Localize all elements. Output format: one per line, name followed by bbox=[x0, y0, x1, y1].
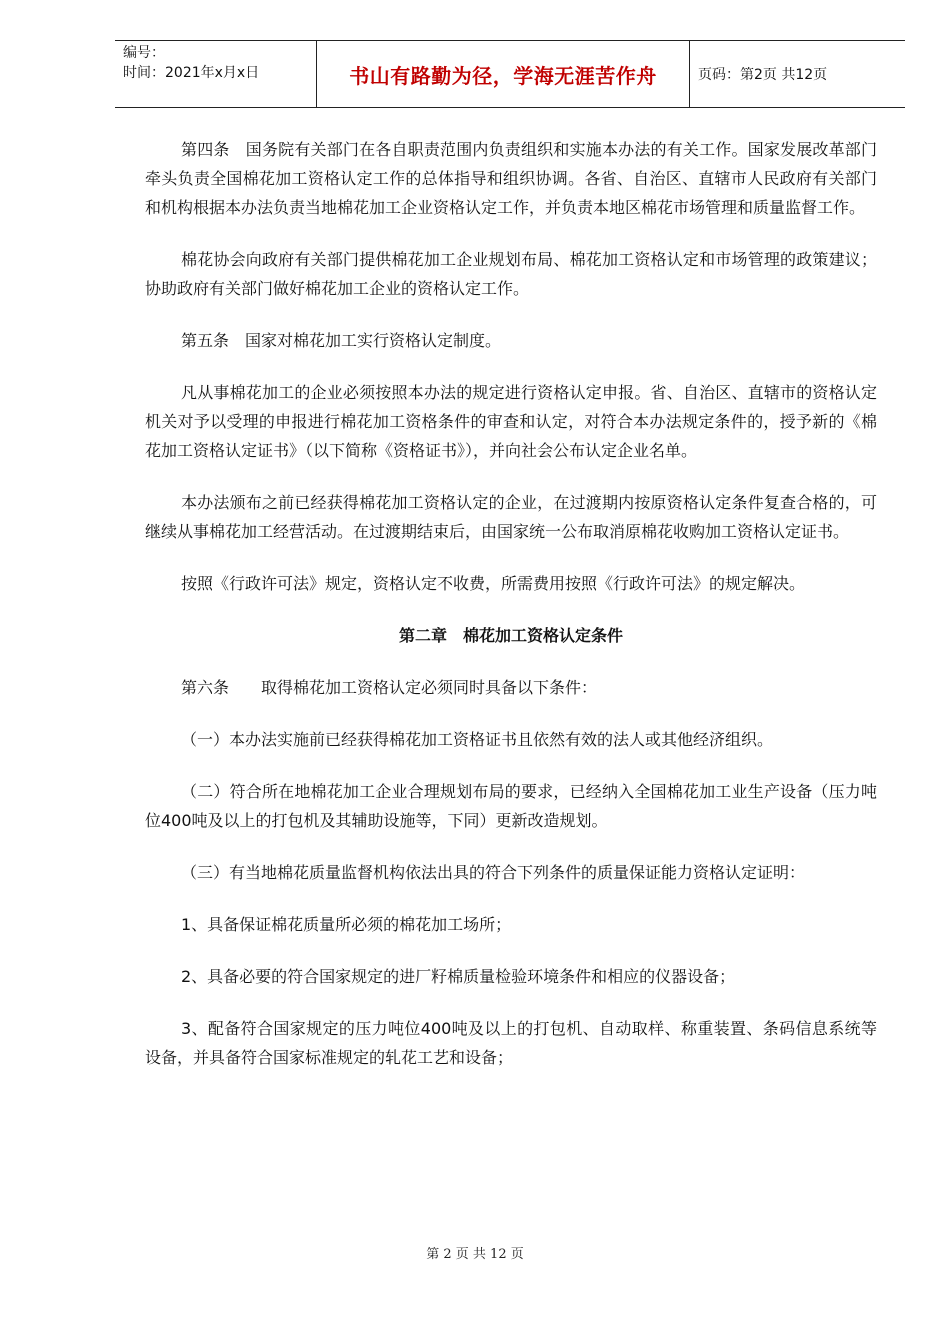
paragraph-application: 凡从事棉花加工的企业必须按照本办法的规定进行资格认定申报。省、自治区、直辖市的资格认定机关对予以受理的申报进行棉花加工资格条件的审查和认定，对符合本办法规定条件的，授予新的《棉花加工资格认定证书》（以下简称《资格证书》），并向社会公布认定企业名单。 bbox=[145, 383, 877, 460]
header-time: 时间：2021年x月x日 bbox=[123, 65, 260, 81]
header-page-label: 页码：第2页 共12页 bbox=[698, 67, 828, 83]
article-6: 第六条 取得棉花加工资格认定必须同时具备以下条件： bbox=[181, 678, 598, 697]
article-5: 第五条 国家对棉花加工实行资格认定制度。 bbox=[181, 331, 502, 350]
paragraph-fees: 按照《行政许可法》规定，资格认定不收费，所需费用按照《行政许可法》的规定解决。 bbox=[181, 574, 806, 593]
sub-condition-1: 1、具备保证棉花质量所必须的棉花加工场所； bbox=[181, 915, 512, 934]
condition-1: （一）本办法实施前已经获得棉花加工资格证书且依然有效的法人或其他经济组织。 bbox=[181, 730, 774, 749]
header-meta bbox=[115, 41, 316, 107]
condition-3: （三）有当地棉花质量监督机构依法出具的符合下列条件的质量保证能力资格认定证明： bbox=[181, 863, 806, 882]
header-number: 编号： bbox=[123, 45, 165, 61]
page-footer: 第 2 页 共 12 页 bbox=[426, 1247, 524, 1262]
paragraph-cotton-association: 棉花协会向政府有关部门提供棉花加工企业规划布局、棉花加工资格认定和市场管理的政策建议；协助政府有关部门做好棉花加工企业的资格认定工作。 bbox=[145, 250, 877, 298]
header-motto: 书山有路勤为径，学海无涯苦作舟 bbox=[316, 41, 690, 107]
sub-condition-2: 2、具备必要的符合国家规定的进厂籽棉质量检验环境条件和相应的仪器设备； bbox=[181, 967, 736, 986]
document-header bbox=[115, 40, 905, 108]
condition-2: （二）符合所在地棉花加工企业合理规划布局的要求，已经纳入全国棉花加工业生产设备（压力吨位400吨及以上的打包机及其辅助设施等，下同）更新改造规划。 bbox=[145, 782, 877, 830]
chapter-heading: 第二章 棉花加工资格认定条件 bbox=[398, 626, 623, 645]
paragraph-transition: 本办法颁布之前已经获得棉花加工资格认定的企业，在过渡期内按原资格认定条件复查合格的，可继续从事棉花加工经营活动。在过渡期结束后，由国家统一公布取消原棉花收购加工资格认定证书。 bbox=[145, 493, 877, 541]
document-body bbox=[145, 135, 877, 1095]
sub-condition-3: 3、配备符合国家规定的压力吨位400吨及以上的打包机、自动取样、称重装置、条码信息系统等设备，并具备符合国家标准规定的轧花工艺和设备； bbox=[145, 1019, 877, 1067]
article-4: 第四条 国务院有关部门在各自职责范围内负责组织和实施本办法的有关工作。国家发展改革部门牵头负责全国棉花加工资格认定工作的总体指导和组织协调。各省、自治区、直辖市人民政府有关部门和机构根据本办法负责当地棉花加工企业资格认定工作，并负责本地区棉花市场管理和质量监督工作。 bbox=[145, 140, 877, 217]
header-page-info bbox=[690, 41, 905, 107]
